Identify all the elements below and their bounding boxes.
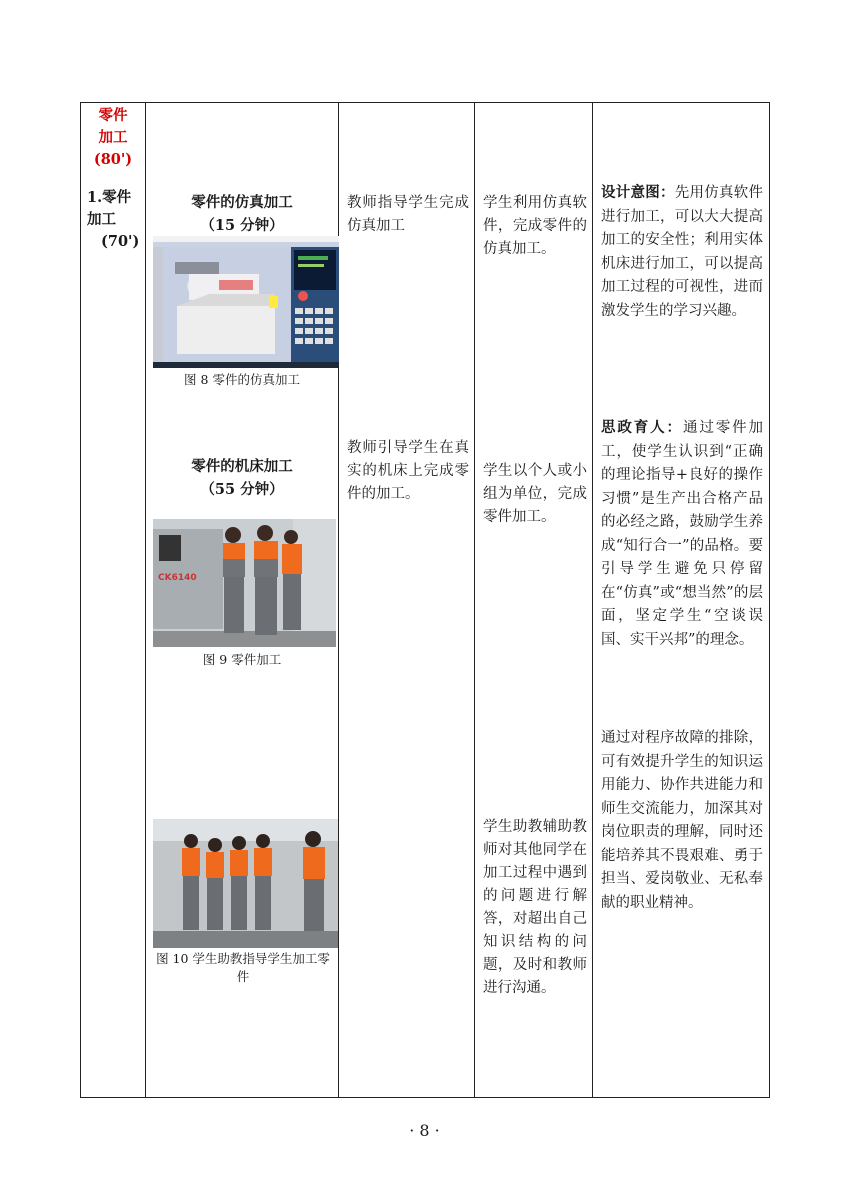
machine-model-label: CK6140 — [158, 573, 197, 583]
student-sim-activity: 学生利用仿真软件，完成零件的仿真加工。 — [483, 195, 587, 257]
simulation-screenshot — [153, 236, 339, 368]
figure-8-caption: 图 8 零件的仿真加工 — [184, 372, 300, 387]
machine-heading: 零件的机床加工 （55 分钟） — [191, 458, 293, 498]
student-assistant-activity: 学生助教辅助教师对其他同学在加工过程中遇到的问题进行解答，对超出自己知识结构的问题，及时和教师进行沟通。 — [483, 819, 587, 996]
column-divider — [592, 103, 593, 1097]
ideology-text: 通过零件加工，使学生认识到“正确的理论指导+良好的操作习惯”是生产出合格产品的必经之路，鼓励学生养成“知行合一”的品格。要引导学生避免只停留在“仿真”或“想当然”的层面，坚定学生“空谈误国、实干兴邦”的理念。 — [601, 420, 764, 648]
section-title: 零件 加工 (80') — [93, 107, 133, 168]
page-number: · 8 · — [409, 1121, 440, 1140]
column-divider — [474, 103, 475, 1097]
teacher-sim-activity: 教师指导学生完成仿真加工 — [347, 195, 469, 234]
figure-9-caption: 图 9 零件加工 — [202, 652, 282, 667]
sim-heading: 零件的仿真加工 （15 分钟） — [191, 194, 293, 234]
ideology-label: 思政育人： — [601, 419, 683, 436]
subsection-title: 1.零件 加工 (70') — [87, 189, 140, 250]
column-divider — [145, 103, 146, 1097]
ideology-education — [601, 416, 763, 652]
design-intent — [601, 181, 763, 323]
figure-10-caption: 图 10 学生助教指导学生加工零件 — [156, 951, 330, 984]
teacher-machine-activity: 教师引导学生在真实的机床上完成零件的加工。 — [347, 440, 469, 502]
machining-photo — [153, 519, 336, 647]
teaching-assistant-photo — [153, 819, 338, 948]
lesson-table — [80, 102, 770, 1098]
design-intent-label: 设计意图： — [601, 184, 675, 201]
troubleshoot-text: 通过对程序故障的排除，可有效提升学生的知识运用能力、协作共进能力和师生交流能力，加深其对岗位职责的理解，同时还能培养其不畏艰难、勇于担当、爱岗敬业、无私奉献的职业精神。 — [601, 730, 763, 911]
design-intent-text: 先用仿真软件进行加工，可以大大提高加工的安全性；利用实体机床进行加工，可以提高加工过程的可视性，进而激发学生的学习兴趣。 — [601, 185, 763, 319]
student-machine-activity: 学生以个人或小组为单位，完成零件加工。 — [483, 463, 587, 525]
